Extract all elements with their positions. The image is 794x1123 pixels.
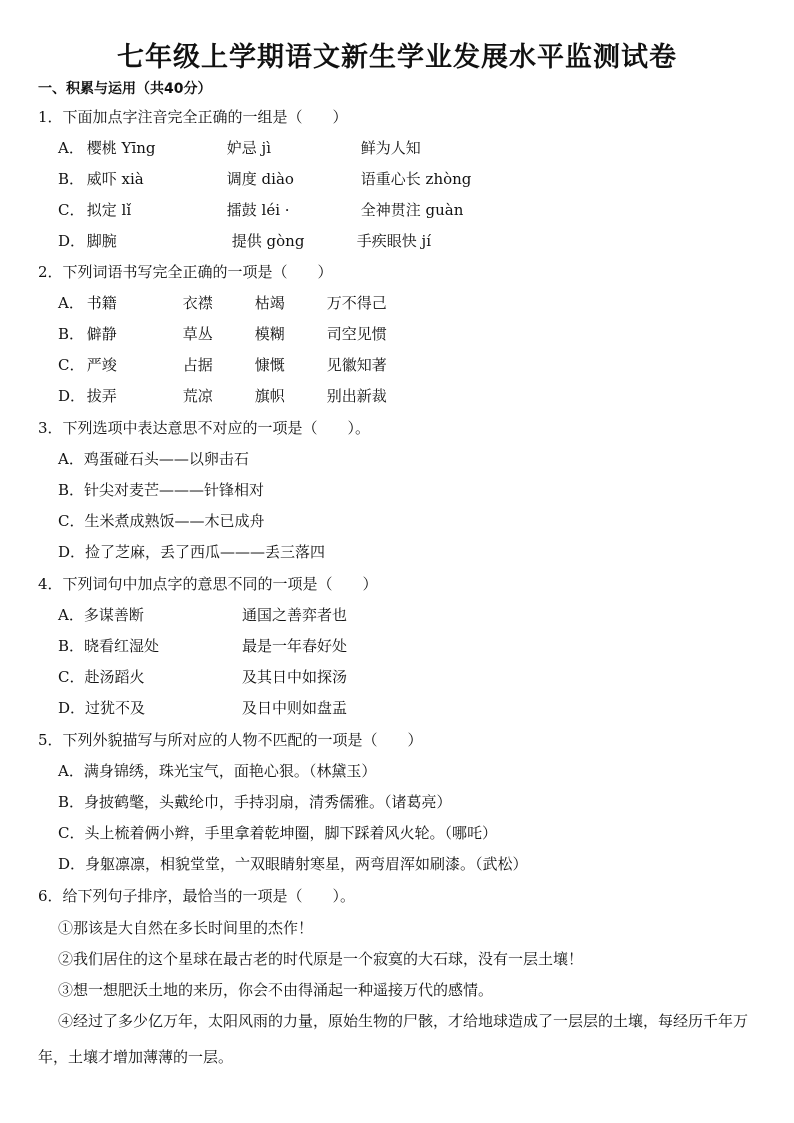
option-text: 妒忌 jì <box>226 139 271 157</box>
option-label: B． <box>58 481 85 499</box>
option-label: B． <box>58 325 85 343</box>
q1-option-b <box>58 168 471 190</box>
option-text: 赴汤蹈火 <box>84 668 145 686</box>
option-label: C． <box>58 668 85 686</box>
q4-option-b <box>58 635 347 657</box>
option-label: A． <box>58 450 84 468</box>
option-label: C． <box>58 356 85 374</box>
option-label: D． <box>58 855 86 873</box>
option-label: B． <box>58 793 85 811</box>
option-label: B． <box>58 170 85 188</box>
option-label: D． <box>58 699 86 717</box>
option-text: 身披鹤氅，头戴纶巾，手持羽扇，清秀儒雅。（诸葛亮） <box>84 793 452 811</box>
q5-option-b <box>58 791 452 813</box>
q3-option-b <box>58 479 264 501</box>
option-text: 万不得己 <box>326 294 387 312</box>
option-text: 手疾眼快 jí <box>356 232 431 250</box>
option-text: 鸡蛋碰石头——以卵击石 <box>83 450 249 468</box>
q5-option-a <box>58 760 376 782</box>
option-text: 晓看红湿处 <box>84 637 160 655</box>
option-text: 头上梳着俩小辫，手里拿着乾坤圈，脚下踩着风火轮。（哪吒） <box>84 824 497 842</box>
question-1-stem: 1．下面加点字注音完全正确的一组是（ ） <box>38 108 348 126</box>
option-text: 见徽知著 <box>326 356 387 374</box>
option-label: A． <box>58 762 84 780</box>
q1-option-c <box>58 199 463 221</box>
option-label: D． <box>58 232 86 250</box>
option-text: 及其日中如探汤 <box>242 668 348 686</box>
q3-option-c <box>58 510 265 532</box>
option-text: 最是一年春好处 <box>242 637 348 655</box>
option-text: 僻静 <box>86 325 117 343</box>
option-text: 多谋善断 <box>83 606 144 624</box>
option-text: 鲜为人知 <box>360 139 421 157</box>
option-text: 擂鼓 léi · <box>226 201 290 219</box>
q4-option-d <box>58 697 347 719</box>
option-text: 过犹不及 <box>85 699 146 717</box>
q4-option-c <box>58 666 347 688</box>
q3-option-a <box>58 448 249 470</box>
q6-sentence-1: ①那该是大自然在多长时间里的杰作！ <box>58 919 314 937</box>
option-text: 拟定 lǐ <box>86 201 132 219</box>
option-text: 全神贯注 guàn <box>360 201 464 219</box>
option-text: 脚腕 <box>86 232 117 250</box>
option-text: 衣襟 <box>182 294 213 312</box>
q2-option-b <box>58 323 387 345</box>
q6-sentence-3: ③想一想肥沃土地的来历，你会不由得涌起一种遥接万代的感情。 <box>58 981 494 999</box>
question-2-stem: 2．下列词语书写完全正确的一项是（ ） <box>38 263 333 281</box>
q5-option-c <box>58 822 497 844</box>
option-text: 模糊 <box>254 325 285 343</box>
question-3-stem: 3．下列选项中表达意思不对应的一项是（ ）。 <box>38 419 371 437</box>
option-label: A． <box>58 294 84 312</box>
option-label: A． <box>58 606 84 624</box>
question-4-stem: 4．下列词句中加点字的意思不同的一项是（ ） <box>38 575 378 593</box>
option-label: C． <box>58 512 85 530</box>
option-text: 严竣 <box>86 356 117 374</box>
q1-option-d <box>58 230 431 252</box>
q2-option-c <box>58 354 387 376</box>
q3-option-d <box>58 541 325 563</box>
section-heading: 一、积累与运用（共40分） <box>38 81 212 97</box>
option-text: 提供 gòng <box>231 232 305 250</box>
option-text: 针尖对麦芒———针锋相对 <box>84 481 265 499</box>
option-text: 荒凉 <box>182 387 213 405</box>
option-label: B． <box>58 637 85 655</box>
option-label: C． <box>58 201 85 219</box>
q6-sentence-2: ②我们居住的这个星球在最古老的时代原是一个寂寞的大石球，没有一层土壤！ <box>58 950 584 968</box>
option-label: C． <box>58 824 85 842</box>
q5-option-d <box>58 853 528 875</box>
q2-option-a <box>58 292 387 314</box>
option-text: 满身锦绣，珠光宝气，面艳心狠。（林黛玉） <box>83 762 377 780</box>
question-6-stem: 6．给下列句子排序，最恰当的一项是（ ）。 <box>38 887 356 905</box>
option-text: 捡了芝麻，丢了西瓜———丢三落四 <box>85 543 326 561</box>
q6-sentence-4: ④经过了多少亿万年，太阳风雨的力量，原始生物的尸骸，才给地球造成了一层层的土壤，每经历千年万年，土壤才增加薄薄的一层。 <box>38 1012 749 1066</box>
page-title: 七年级上学期语文新生学业发展水平监测试卷 <box>117 42 677 73</box>
option-text: 威吓 xià <box>86 170 144 188</box>
q2-option-d <box>58 385 387 407</box>
option-text: 语重心长 zhòng <box>360 170 472 188</box>
option-text: 身躯凛凛，相貌堂堂，亠双眼睛射寒星，两弯眉浑如刷漆。（武松） <box>85 855 528 873</box>
option-text: 调度 diào <box>226 170 294 188</box>
option-text: 慷慨 <box>254 356 285 374</box>
option-text: 书籍 <box>86 294 117 312</box>
option-text: 生米煮成熟饭——木已成舟 <box>84 512 265 530</box>
question-5-stem: 5．下列外貌描写与所对应的人物不匹配的一项是（ ） <box>38 731 423 749</box>
q1-option-a <box>58 137 421 159</box>
q4-option-a <box>58 604 347 626</box>
option-label: D． <box>58 543 86 561</box>
option-text: 樱桃 Yīng <box>86 139 156 157</box>
option-text: 拔弄 <box>86 387 117 405</box>
option-text: 别出新裁 <box>326 387 387 405</box>
option-label: A． <box>58 139 84 157</box>
option-text: 通国之善弈者也 <box>242 606 348 624</box>
option-label: D． <box>58 387 86 405</box>
option-text: 枯竭 <box>254 294 285 312</box>
option-text: 占据 <box>182 356 213 374</box>
option-text: 草丛 <box>182 325 213 343</box>
option-text: 司空见惯 <box>326 325 387 343</box>
option-text: 及日中则如盘盂 <box>242 699 348 717</box>
option-text: 旗帜 <box>254 387 285 405</box>
